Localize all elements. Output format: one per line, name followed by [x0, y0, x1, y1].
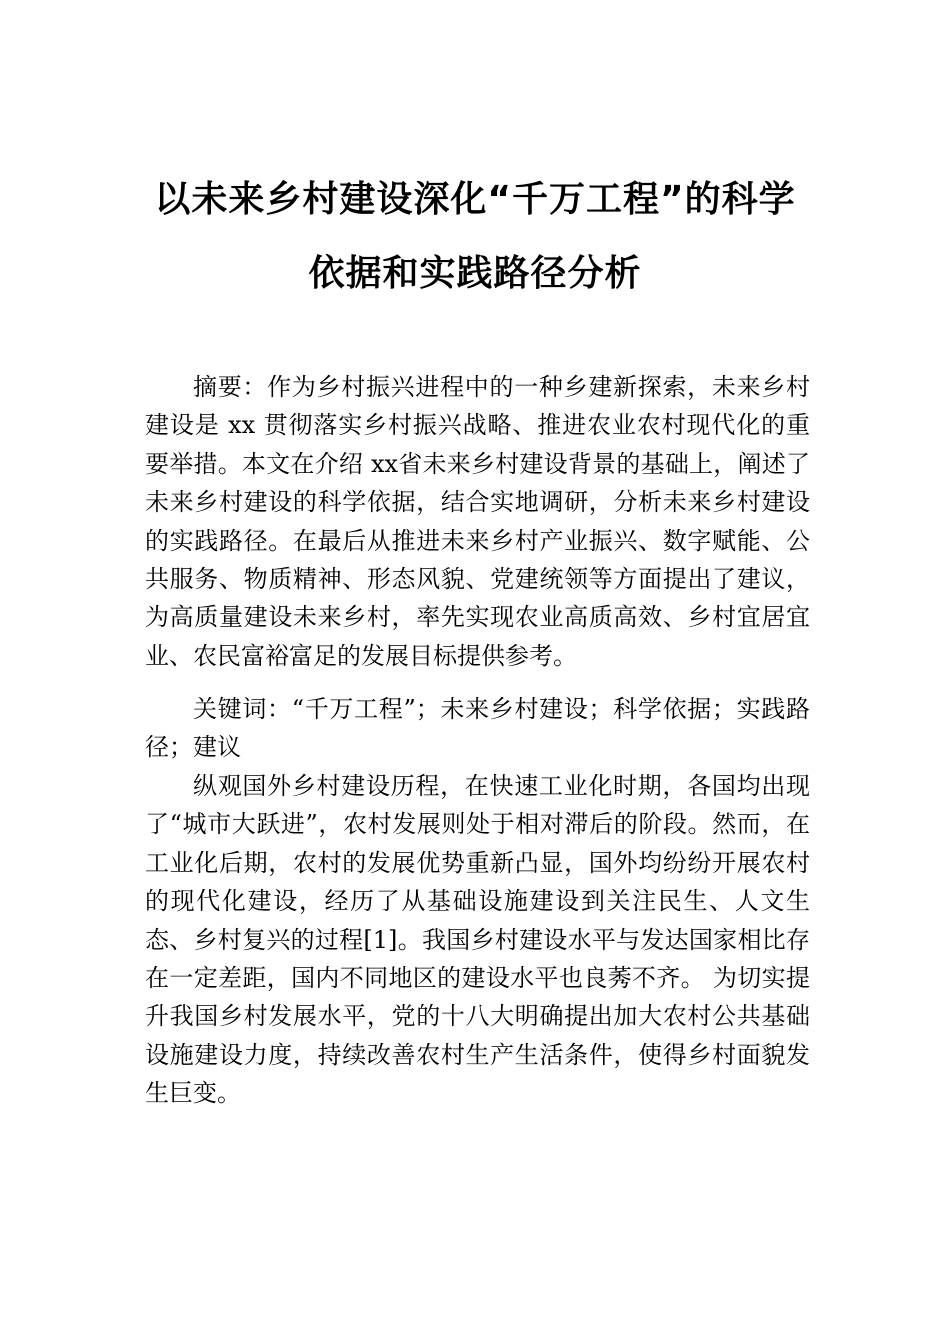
keywords-paragraph: 关键词：“千万工程”；未来乡村建设；科学依据；实践路径；建议	[145, 695, 810, 762]
document-title-line-2: 依据和实践路径分析	[308, 253, 642, 294]
abstract-paragraph: 摘要：作为乡村振兴进程中的一种乡建新探索，未来乡村建设是 xx 贯彻落实乡村振兴战略、推进农业农村现代化的重要举措。本文在介绍 xx省未来乡村建设背景的基础上，阐述了未来乡村建设的科学依据，结合实地调研，分析未来乡村建设的实践路径。在最后从推进未来乡村产业振兴、数字赋能、公共服务、物质精神、形态风貌、党建统领等方面提出了建议，为高质量建设未来乡村，率先实现农业高质高效、乡村宜居宜业、农民富裕富足的发展目标提供参考。	[145, 373, 810, 670]
document-title-line-1: 以未来乡村建设深化“千万工程”的科学	[154, 179, 796, 220]
keywords-block	[145, 690, 810, 767]
abstract-block	[145, 368, 810, 675]
body-paragraph: 纵观国外乡村建设历程，在快速工业化时期，各国均出现了“城市大跃进”，农村发展则处于相对滞后的阶段。然而，在工业化后期，农村的发展优势重新凸显，国外均纷纷开展农村的现代化建设，经历了从基础设施建设到关注民生、人文生态、乡村复兴的过程[1]。我国乡村建设水平与发达国家相比存在一定差距，国内不同地区的建设水平也良莠不齐。 为切实提升我国乡村发展水平，党的十八大明确提出加大农村公共基础设施建设力度，持续改善农村生产生活条件，使得乡村面貌发生巨变。	[145, 772, 810, 1108]
body-block	[145, 767, 810, 1113]
